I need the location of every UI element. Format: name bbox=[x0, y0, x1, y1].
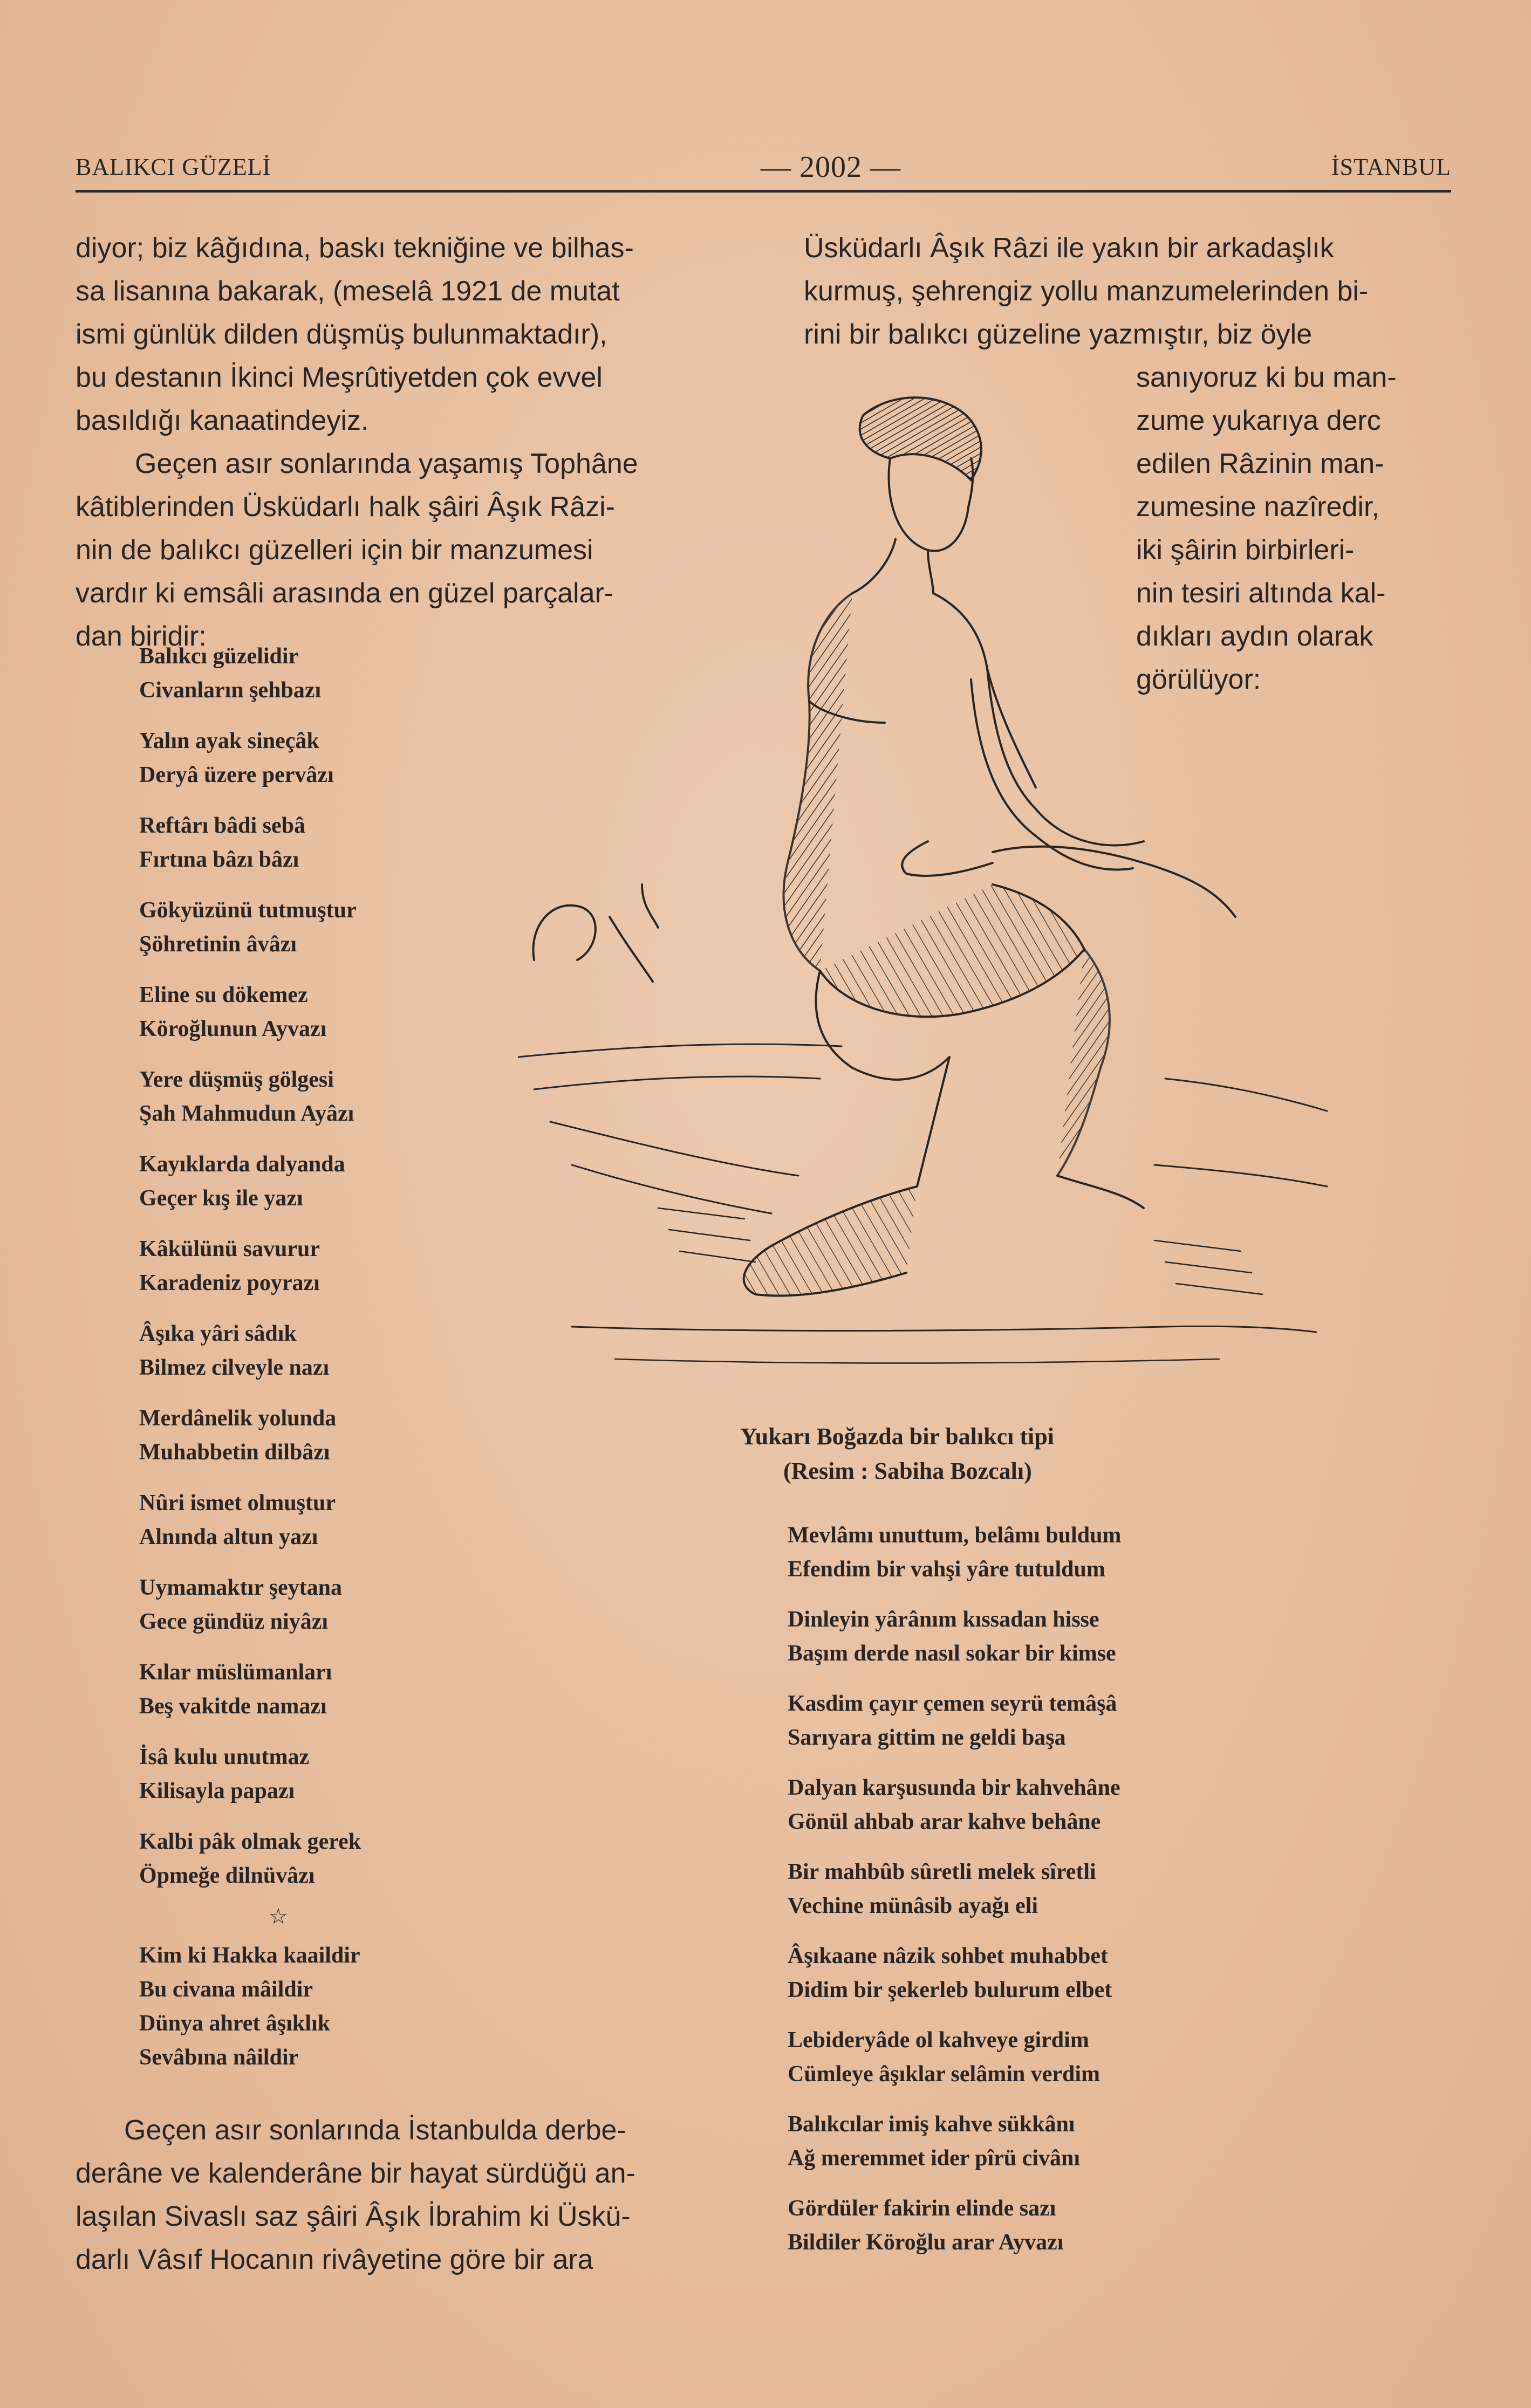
left-prose-bottom bbox=[76, 2109, 734, 2281]
verse-line: Lebideryâde ol kahveye girdim bbox=[788, 2028, 1089, 2053]
verse-line: Şöhretinin âvâzı bbox=[139, 932, 297, 957]
verse-line: Eline su dökemez bbox=[139, 983, 308, 1007]
right-poem bbox=[788, 1519, 1306, 2276]
prose-line: zumesine nazîredir, bbox=[1136, 491, 1379, 523]
verse-line: Fırtına bâzı bâzı bbox=[139, 847, 299, 872]
prose-line: Geçen asır sonlarında yaşamış Tophâne bbox=[135, 448, 638, 479]
figure-caption bbox=[740, 1419, 1204, 1488]
stanza bbox=[788, 1855, 1306, 1923]
verse-line: Kayıklarda dalyanda bbox=[139, 1152, 345, 1177]
stanza bbox=[139, 1656, 528, 1724]
verse-line: Sarıyara gittim ne geldi başa bbox=[788, 1725, 1066, 1750]
prose-line: Geçen asır sonlarında İstanbulda derbe- bbox=[124, 2115, 626, 2146]
stanza bbox=[139, 1402, 528, 1470]
verse-line: Bilmez cilveyle nazı bbox=[139, 1355, 330, 1380]
header-section-title: BALIKCI GÜZELİ bbox=[76, 154, 271, 180]
verse-line: Gökyüzünü tutmuştur bbox=[139, 898, 357, 923]
stanza bbox=[788, 2108, 1306, 2176]
verse-line: Alnında altun yazı bbox=[139, 1525, 318, 1549]
verse-line: Gönül ahbab arar kahve behâne bbox=[788, 1809, 1101, 1834]
stanza bbox=[139, 1232, 528, 1300]
verse-line: Öpmeğe dilnüvâzı bbox=[139, 1863, 315, 1888]
verse-line: Âşıkaane nâzik sohbet muhabbet bbox=[788, 1944, 1108, 1968]
verse-line: Uymamaktır şeytana bbox=[139, 1575, 343, 1600]
verse-line: Kilisayla papazı bbox=[139, 1779, 295, 1803]
stanza bbox=[139, 1571, 528, 1639]
page-number: — 2002 — bbox=[761, 150, 901, 184]
verse-line: Balıkcı güzelidir bbox=[139, 644, 299, 669]
prose-line: kâtiblerinden Üsküdarlı halk şâiri Âşık Râzi- bbox=[76, 491, 615, 523]
stanza bbox=[788, 1687, 1306, 1755]
stanza bbox=[139, 640, 528, 708]
star-separator: ☆ bbox=[269, 1904, 288, 1929]
caption-credit: (Resim : Sabiha Bozcalı) bbox=[783, 1458, 1032, 1484]
stanza bbox=[139, 724, 528, 792]
verse-line: Ağ meremmet ider pîrü civânı bbox=[788, 2146, 1081, 2171]
prose-line: bu destanın İkinci Meşrûtiyetden çok evvel bbox=[76, 362, 603, 393]
stanza bbox=[139, 1148, 528, 1216]
stanza bbox=[139, 978, 528, 1046]
stanza bbox=[788, 1939, 1306, 2007]
prose-line: darlı Vâsıf Hocanın rivâyetine göre bir ara bbox=[76, 2244, 593, 2275]
stanza bbox=[139, 1825, 528, 1893]
right-prose-top bbox=[804, 227, 1451, 356]
verse-line: Bildiler Köroğlu arar Ayvazı bbox=[788, 2230, 1064, 2255]
verse-line: Vechine münâsib ayağı eli bbox=[788, 1894, 1038, 1918]
prose-line: görülüyor: bbox=[1136, 664, 1261, 695]
verse-line: Dinleyin yârânım kıssadan hisse bbox=[788, 1607, 1099, 1632]
caption-title: Yukarı Boğazda bir balıkcı tipi bbox=[740, 1423, 1054, 1450]
verse-line: Mevlâmı unuttum, belâmı buldum bbox=[788, 1523, 1122, 1548]
prose-line: sanıyoruz ki bu man- bbox=[1136, 362, 1397, 393]
prose-line: nin de balıkcı güzelleri için bir manzumesi bbox=[76, 534, 593, 566]
stanza bbox=[139, 894, 528, 962]
stanza bbox=[788, 1519, 1306, 1587]
stanza bbox=[139, 1740, 528, 1808]
stanza bbox=[788, 1603, 1306, 1671]
verse-line: Reftârı bâdi sebâ bbox=[139, 813, 305, 838]
verse-line: Yalın ayak sineçâk bbox=[139, 729, 319, 753]
prose-line: Üsküdarlı Âşık Râzi ile yakın bir arkadaşlık bbox=[804, 232, 1334, 264]
verse-line: Âşıka yâri sâdık bbox=[139, 1321, 297, 1346]
verse-line: Yere düşmüş gölgesi bbox=[139, 1067, 334, 1092]
prose-line: ismi günlük dilden düşmüş bulunmaktadır), bbox=[76, 319, 607, 350]
prose-line: vardır ki emsâli arasında en güzel parçalar- bbox=[76, 578, 614, 609]
stanza bbox=[139, 1486, 528, 1554]
verse-line: Dünya ahret âşıklık bbox=[139, 2011, 330, 2036]
verse-line: İsâ kulu unutmaz bbox=[139, 1745, 310, 1769]
verse-line: Merdânelik yolunda bbox=[139, 1406, 337, 1431]
stanza bbox=[788, 1771, 1306, 1839]
verse-line: Muhabbetin dilbâzı bbox=[139, 1440, 330, 1465]
final-stanza bbox=[139, 1939, 528, 2075]
verse-line: Gördüler fakirin elinde sazı bbox=[788, 2196, 1056, 2221]
stanza bbox=[139, 809, 528, 877]
stanza bbox=[139, 1317, 528, 1385]
verse-line: Kılar müslümanları bbox=[139, 1660, 332, 1685]
verse-line: Köroğlunun Ayvazı bbox=[139, 1017, 327, 1041]
verse-line: Didim bir şekerleb bulurum elbet bbox=[788, 1978, 1112, 2002]
verse-line: Sevâbına nâildir bbox=[139, 2045, 299, 2070]
verse-line: Dalyan karşusunda bir kahvehâne bbox=[788, 1775, 1120, 1800]
verse-line: Cümleye âşıklar selâmin verdim bbox=[788, 2062, 1101, 2087]
verse-line: Beş vakitde namazı bbox=[139, 1694, 327, 1719]
verse-line: Kasdim çayır çemen seyrü temâşâ bbox=[788, 1691, 1117, 1716]
prose-line: diyor; biz kâğıdına, baskı tekniğine ve bilhas- bbox=[76, 232, 634, 264]
prose-line: dan biridir: bbox=[76, 621, 207, 652]
prose-line: zume yukarıya derc bbox=[1136, 405, 1381, 436]
prose-line: dıkları aydın olarak bbox=[1136, 621, 1373, 652]
stanza bbox=[788, 2192, 1306, 2260]
prose-line: nin tesiri altında kal- bbox=[1136, 578, 1386, 609]
prose-line: basıldığı kanaatindeyiz. bbox=[76, 405, 369, 436]
prose-line: iki şâirin birbirleri- bbox=[1136, 534, 1355, 566]
running-header bbox=[76, 150, 1451, 182]
prose-line: edilen Râzinin man- bbox=[1136, 448, 1384, 479]
prose-line: kurmuş, şehrengiz yollu manzumelerinden bi- bbox=[804, 276, 1369, 307]
verse-line: Başım derde nasıl sokar bir kimse bbox=[788, 1641, 1116, 1666]
header-publication: İSTANBUL bbox=[1331, 154, 1451, 180]
verse-line: Balıkcılar imiş kahve sükkânı bbox=[788, 2112, 1075, 2137]
verse-line: Karadeniz poyrazı bbox=[139, 1271, 320, 1295]
verse-line: Deryâ üzere pervâzı bbox=[139, 763, 334, 787]
header-rule bbox=[76, 190, 1451, 193]
prose-line: sa lisanına bakarak, (meselâ 1921 de mutat bbox=[76, 276, 620, 307]
verse-line: Bu civana mâildir bbox=[139, 1977, 313, 2002]
verse-line: Gece gündüz niyâzı bbox=[139, 1609, 329, 1634]
verse-line: Kim ki Hakka kaaildir bbox=[139, 1943, 360, 1968]
verse-line: Nûri ismet olmuştur bbox=[139, 1491, 336, 1515]
verse-line: Efendim bir vahşi yâre tutuldum bbox=[788, 1557, 1105, 1582]
verse-line: Kâkülünü savurur bbox=[139, 1237, 320, 1261]
verse-line: Civanların şehbazı bbox=[139, 678, 322, 703]
prose-line: derâne ve kalenderâne bir hayat sürdüğü an- bbox=[76, 2158, 635, 2189]
verse-line: Şah Mahmudun Ayâzı bbox=[139, 1101, 354, 1126]
prose-line: rini bir balıkcı güzeline yazmıştır, biz öyle bbox=[804, 319, 1313, 350]
verse-line: Kalbi pâk olmak gerek bbox=[139, 1829, 361, 1854]
stanza bbox=[139, 1063, 528, 1131]
left-poem bbox=[139, 640, 528, 2091]
stanza bbox=[788, 2023, 1306, 2091]
fisherman-illustration bbox=[518, 378, 1338, 1397]
prose-line: laşılan Sivaslı saz şâiri Âşık İbrahim ki Üskü- bbox=[76, 2201, 631, 2232]
verse-line: Bir mahbûb sûretli melek sîretli bbox=[788, 1860, 1096, 1884]
verse-line: Geçer kış ile yazı bbox=[139, 1186, 303, 1211]
